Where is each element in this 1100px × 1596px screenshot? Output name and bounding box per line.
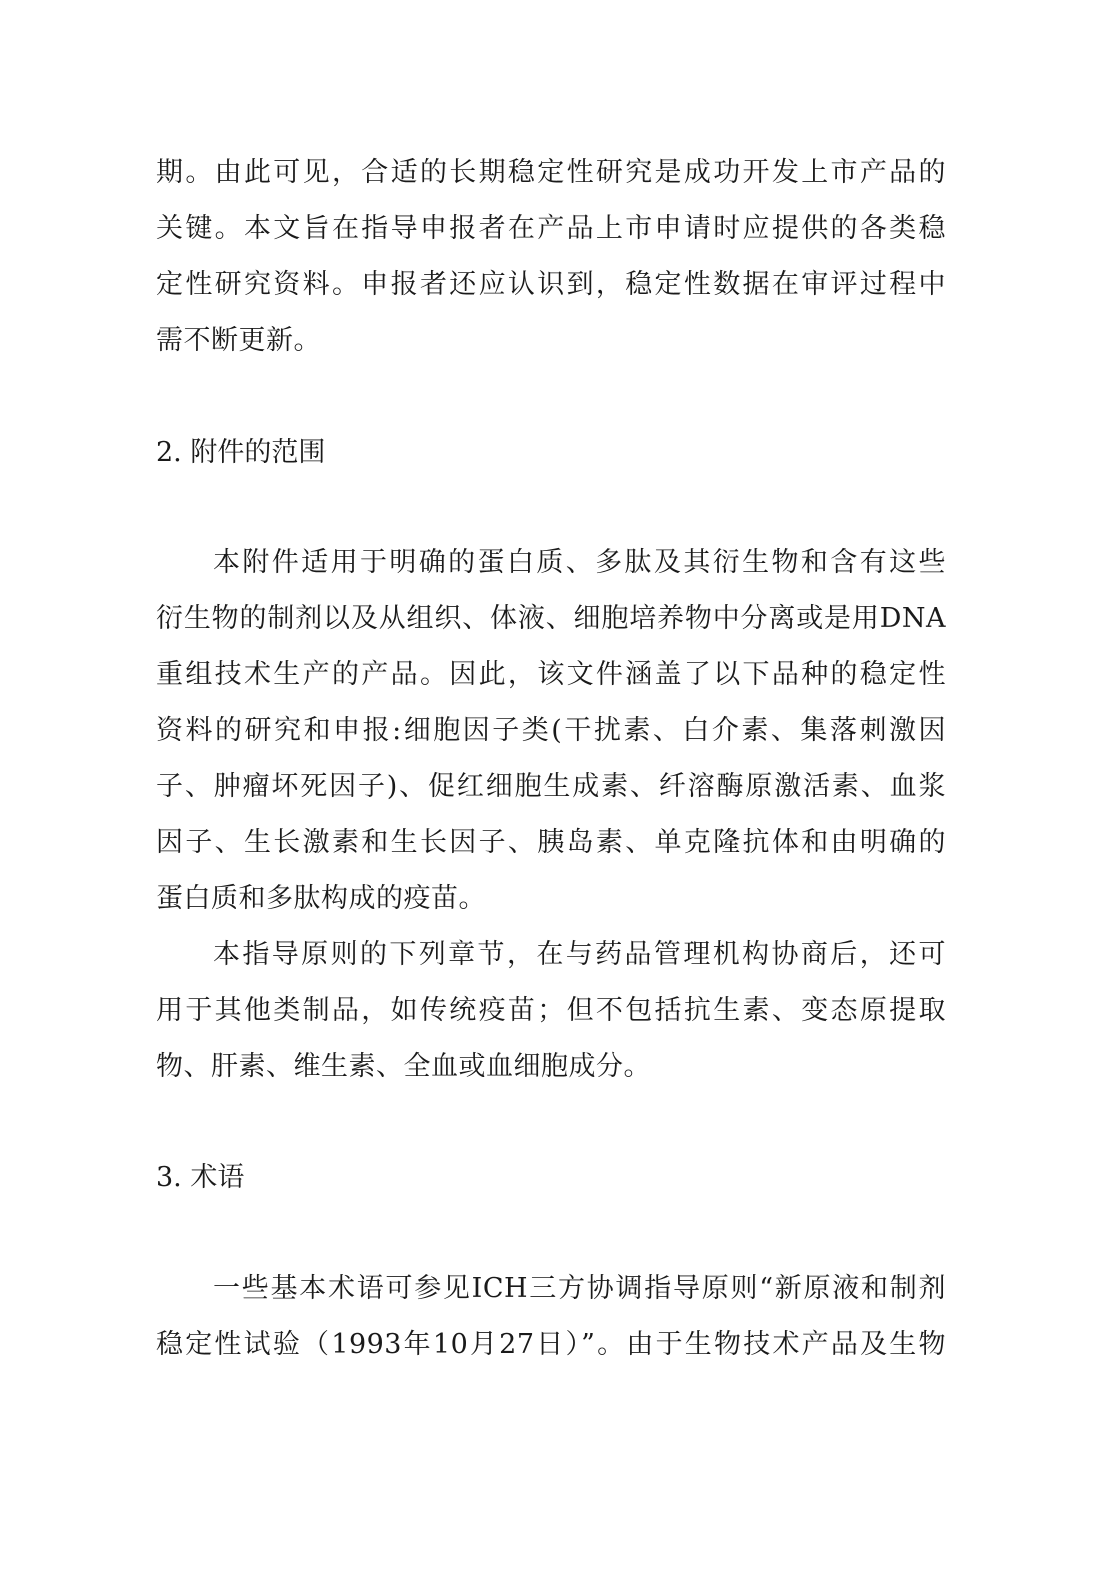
text-line: 重组技术生产的产品。因此，该文件涵盖了以下品种的稳定性 — [156, 659, 946, 690]
text-line: 本指导原则的下列章节，在与药品管理机构协商后，还可 — [213, 939, 946, 970]
text-line: 资料的研究和申报:细胞因子类(干扰素、白介素、集落刺激因 — [156, 715, 946, 746]
intro-paragraph — [156, 145, 946, 369]
scope-paragraph-1 — [156, 535, 946, 927]
text-line: 需不断更新。 — [156, 325, 321, 356]
text-line: 因子、生长激素和生长因子、胰岛素、单克隆抗体和由明确的 — [156, 827, 946, 858]
text-line: 蛋白质和多肽构成的疫苗。 — [156, 883, 486, 914]
text-line: 本附件适用于明确的蛋白质、多肽及其衍生物和含有这些 — [213, 547, 946, 578]
text-line: 定性研究资料。申报者还应认识到，稳定性数据在审评过程中 — [156, 269, 946, 300]
text-line: 衍生物的制剂以及从组织、体液、细胞培养物中分离或是用DNA — [156, 603, 946, 634]
text-line: 一些基本术语可参见ICH三方协调指导原则“新原液和制剂 — [213, 1273, 946, 1304]
section-heading-terminology: 3. 术语 — [156, 1162, 245, 1193]
terminology-paragraph-1 — [156, 1261, 946, 1373]
scope-paragraph-2 — [156, 927, 946, 1095]
text-line: 关键。本文旨在指导申报者在产品上市申请时应提供的各类稳 — [156, 213, 946, 244]
text-line: 子、肿瘤坏死因子)、促红细胞生成素、纤溶酶原激活素、血浆 — [156, 771, 946, 802]
text-line: 物、肝素、维生素、全血或血细胞成分。 — [156, 1051, 651, 1082]
text-line: 用于其他类制品，如传统疫苗；但不包括抗生素、变态原提取 — [156, 995, 946, 1026]
text-line: 期。由此可见，合适的长期稳定性研究是成功开发上市产品的 — [156, 157, 946, 188]
section-heading-scope: 2. 附件的范围 — [156, 437, 326, 468]
text-line: 稳定性试验（1993年10月27日）”。由于生物技术产品及生物 — [156, 1329, 946, 1360]
